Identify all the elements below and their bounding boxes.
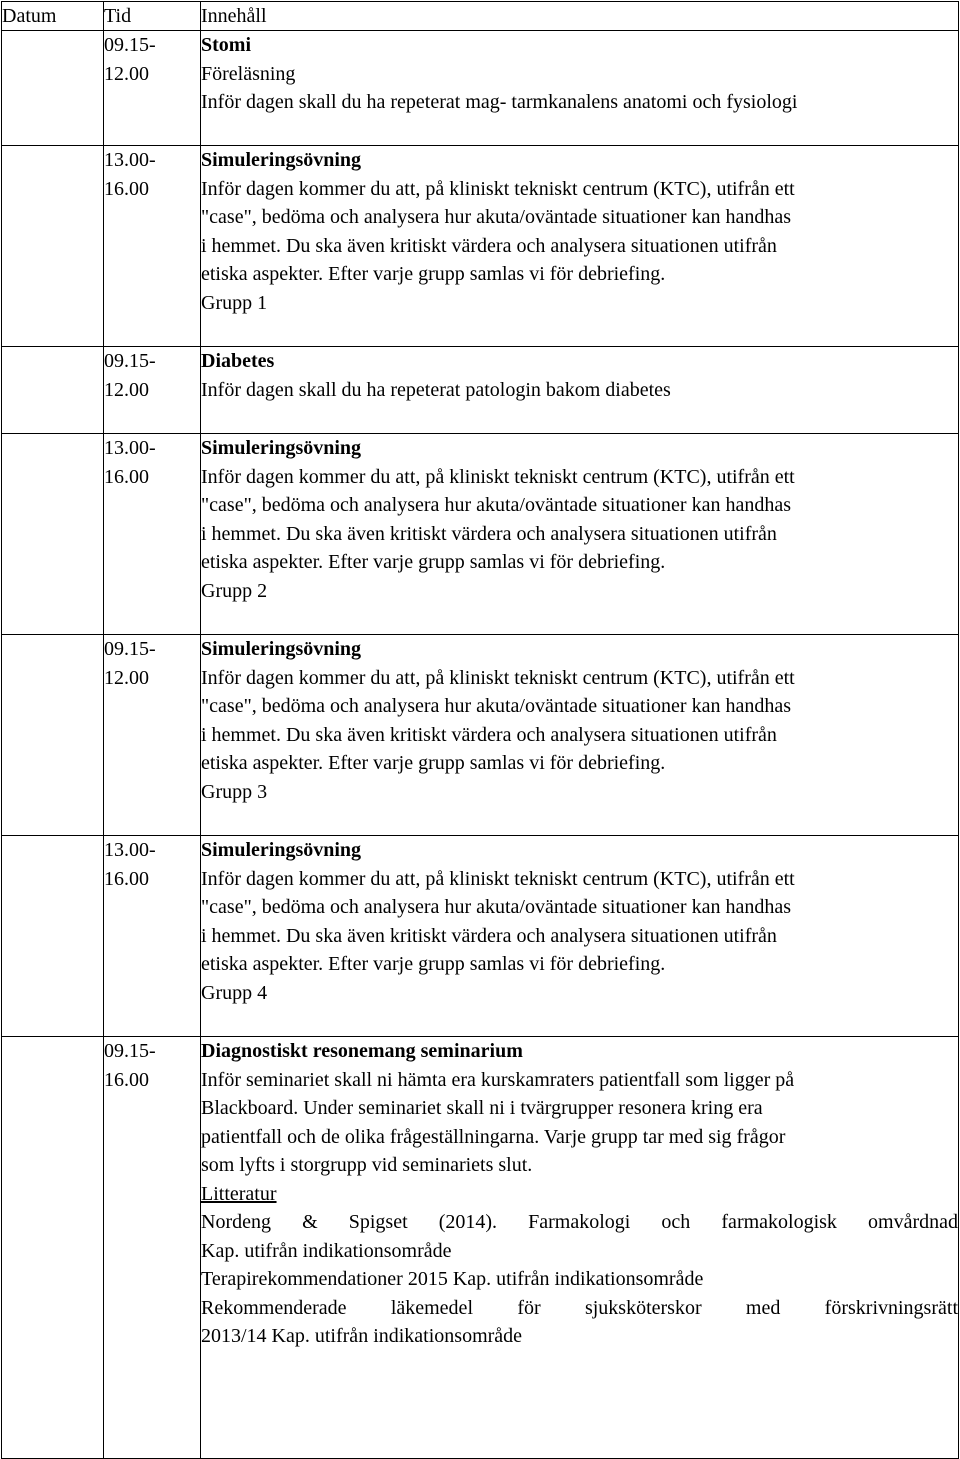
group-label: Grupp 1 (201, 291, 268, 314)
table-row (2, 1037, 959, 1459)
table-row (2, 836, 959, 1037)
column-header-innehall: Innehåll (201, 2, 959, 31)
session-title: Simuleringsövning (201, 839, 362, 861)
time-end: 16.00 (104, 1068, 149, 1091)
content-line: Inför dagen kommer du att, på kliniskt tekniskt centrum (KTC), utifrån ett (201, 465, 795, 488)
session-title: Simuleringsövning (201, 149, 362, 171)
content-line: i hemmet. Du ska även kritiskt värdera och analysera situationen utifrån (201, 723, 777, 746)
literature-line: Nordeng & Spigset (2014). Farmakologi och farmakologisk omvårdnad (201, 1211, 958, 1233)
literature-line: Rekommenderade läkemedel för sjuksköterskor med förskrivningsrätt (201, 1296, 958, 1319)
content-line: "case", bedöma och analysera hur akuta/oväntade situationer kan handhas (201, 494, 791, 516)
literature-line: 2013/14 Kap. utifrån indikationsområde (201, 1325, 523, 1347)
time-end: 16.00 (104, 177, 149, 200)
content-line: "case", bedöma och analysera hur akuta/oväntade situationer kan handhas (201, 206, 791, 228)
time-start: 09.15- (104, 638, 156, 660)
content-line: Inför dagen kommer du att, på kliniskt tekniskt centrum (KTC), utifrån ett (201, 867, 795, 890)
time-cell (104, 146, 201, 347)
content-line: i hemmet. Du ska även kritiskt värdera och analysera situationen utifrån (201, 924, 777, 947)
content-cell (201, 347, 959, 434)
time-cell (104, 1037, 201, 1459)
content-line: patientfall och de olika frågeställningarna. Varje grupp tar med sig frågor (201, 1125, 786, 1148)
column-header-tid: Tid (104, 2, 201, 31)
date-cell (2, 836, 104, 1037)
column-header-datum: Datum (2, 2, 104, 31)
content-line: etiska aspekter. Efter varje grupp samlas vi för debriefing. (201, 752, 666, 774)
time-start: 09.15- (104, 1040, 156, 1062)
table-row (2, 347, 959, 434)
session-title: Diabetes (201, 350, 275, 372)
content-line: Inför dagen skall du ha repeterat mag- tarmkanalens anatomi och fysiologi (201, 91, 798, 113)
time-cell (104, 347, 201, 434)
literature-line: Kap. utifrån indikationsområde (201, 1239, 452, 1262)
content-line: Inför seminariet skall ni hämta era kurskamraters patientfall som ligger på (201, 1068, 795, 1091)
time-start: 09.15- (104, 350, 156, 372)
date-cell (2, 635, 104, 836)
date-cell (2, 146, 104, 347)
content-cell (201, 434, 959, 635)
content-cell (201, 635, 959, 836)
content-line: Blackboard. Under seminariet skall ni i tvärgrupper resonera kring era (201, 1097, 763, 1119)
time-end: 16.00 (104, 465, 149, 488)
time-end: 16.00 (104, 867, 149, 890)
group-label: Grupp 2 (201, 579, 268, 602)
content-line: som lyfts i storgrupp vid seminariets slut. (201, 1154, 533, 1176)
schedule-table (1, 1, 959, 1459)
content-line: etiska aspekter. Efter varje grupp samlas vi för debriefing. (201, 551, 666, 573)
session-title: Diagnostiskt resonemang seminarium (201, 1040, 523, 1062)
date-cell (2, 31, 104, 146)
time-cell (104, 836, 201, 1037)
header-row (2, 2, 959, 31)
time-start: 13.00- (104, 839, 156, 861)
time-start: 13.00- (104, 149, 156, 171)
time-start: 13.00- (104, 437, 156, 459)
time-end: 12.00 (104, 378, 149, 401)
content-cell (201, 31, 959, 146)
time-cell (104, 434, 201, 635)
content-line: Inför dagen skall du ha repeterat patologin bakom diabetes (201, 378, 671, 401)
content-line: etiska aspekter. Efter varje grupp samlas vi för debriefing. (201, 953, 666, 975)
date-cell (2, 347, 104, 434)
time-cell (104, 635, 201, 836)
content-cell (201, 146, 959, 347)
content-line: Inför dagen kommer du att, på kliniskt tekniskt centrum (KTC), utifrån ett (201, 177, 795, 200)
literature-heading: Litteratur (201, 1182, 277, 1205)
content-line: Inför dagen kommer du att, på kliniskt tekniskt centrum (KTC), utifrån ett (201, 666, 795, 689)
content-line: i hemmet. Du ska även kritiskt värdera och analysera situationen utifrån (201, 522, 777, 545)
literature-line: Terapirekommendationer 2015 Kap. utifrån indikationsområde (201, 1268, 704, 1290)
time-end: 12.00 (104, 62, 149, 85)
table-row (2, 31, 959, 146)
content-cell (201, 1037, 959, 1459)
content-line: "case", bedöma och analysera hur akuta/oväntade situationer kan handhas (201, 695, 791, 717)
content-cell (201, 836, 959, 1037)
content-line: etiska aspekter. Efter varje grupp samlas vi för debriefing. (201, 263, 666, 285)
session-title: Simuleringsövning (201, 638, 362, 660)
date-cell (2, 1037, 104, 1459)
table-row (2, 635, 959, 836)
group-label: Grupp 3 (201, 780, 268, 803)
time-start: 09.15- (104, 34, 156, 56)
session-title: Stomi (201, 34, 251, 56)
date-cell (2, 434, 104, 635)
content-line: "case", bedöma och analysera hur akuta/oväntade situationer kan handhas (201, 896, 791, 918)
table-row (2, 146, 959, 347)
table-row (2, 434, 959, 635)
session-title: Simuleringsövning (201, 437, 362, 459)
time-cell (104, 31, 201, 146)
content-line: Föreläsning (201, 62, 296, 85)
content-line: i hemmet. Du ska även kritiskt värdera och analysera situationen utifrån (201, 234, 777, 257)
time-end: 12.00 (104, 666, 149, 689)
group-label: Grupp 4 (201, 981, 268, 1004)
